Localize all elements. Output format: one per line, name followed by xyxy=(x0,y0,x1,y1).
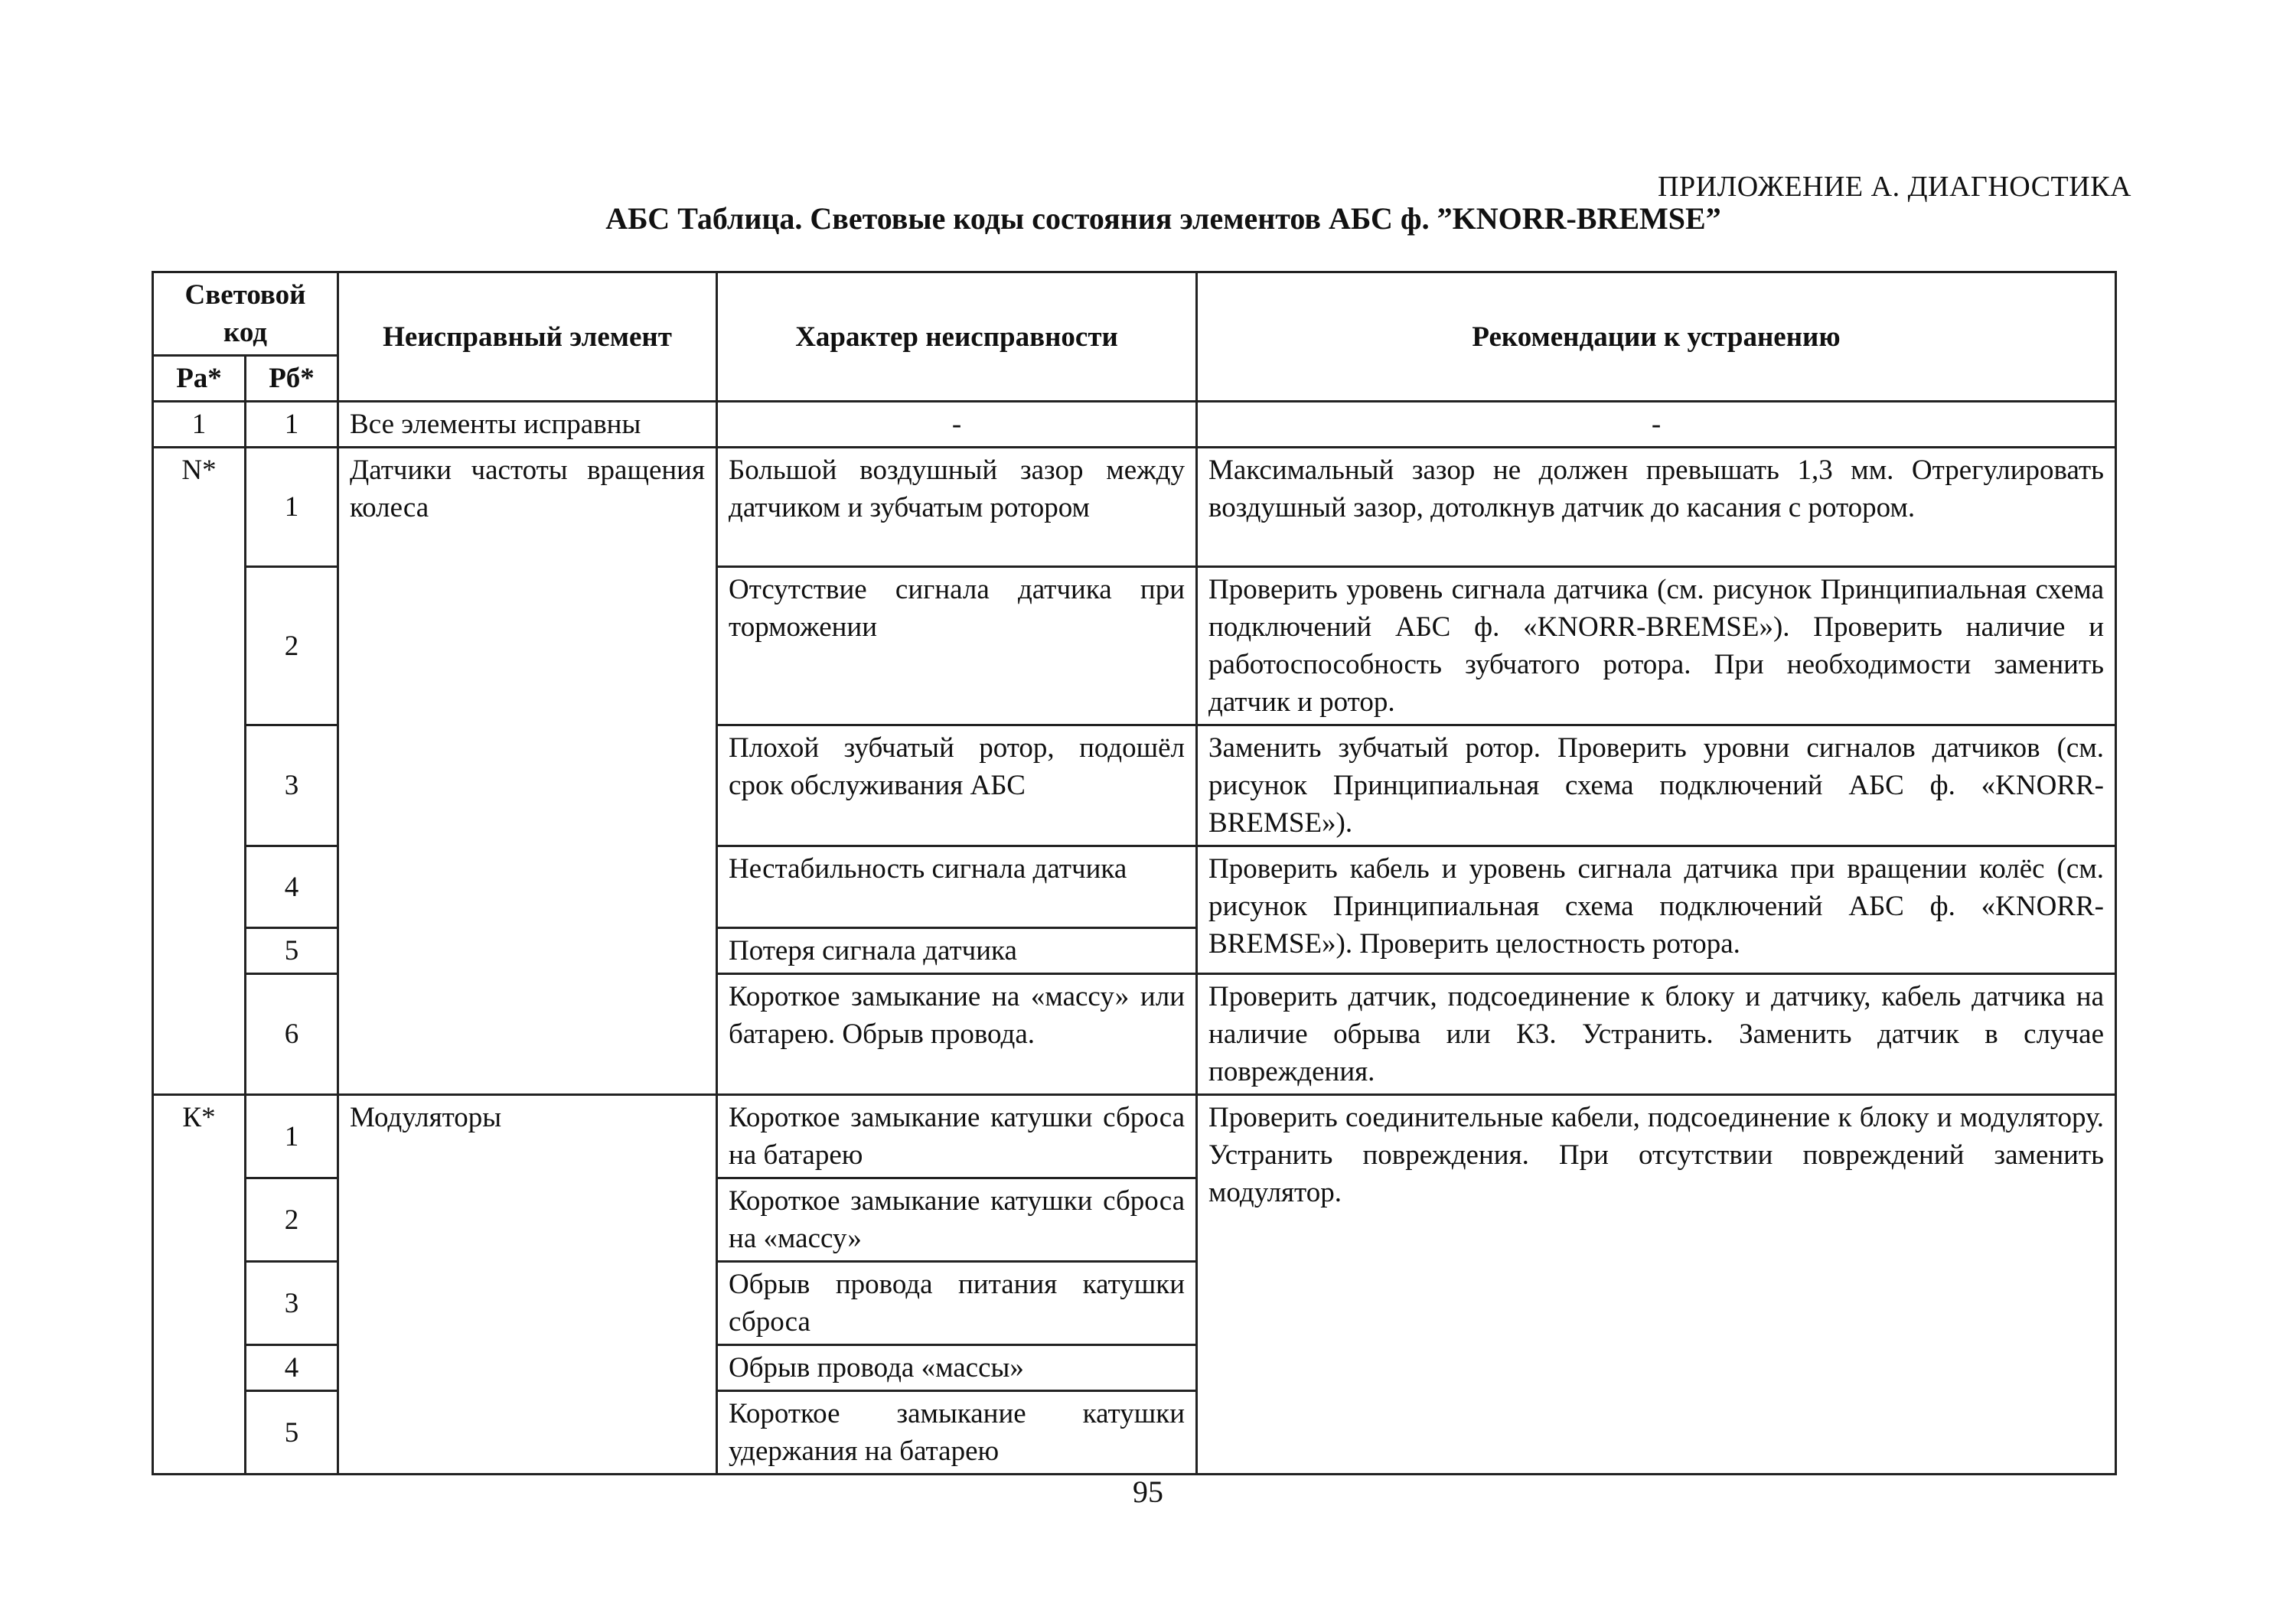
page-number: 95 xyxy=(1133,1475,1163,1509)
recommendation-cell: Проверить датчик, подсоединение к блоку и датчику, кабель датчика на наличие обрыва или КЗ. Устранить. Заменить датчик в случае повреждения. xyxy=(1197,974,2116,1095)
header-fault: Характер неисправности xyxy=(717,272,1197,402)
pb-cell: 1 xyxy=(246,448,338,567)
pb-cell: 6 xyxy=(246,974,338,1095)
recommendation-cell: Заменить зубчатый ротор. Проверить уровни сигналов датчиков (см. рисунок Принципиальная схема подключений АБС ф. «KNORR-BREMSE»). xyxy=(1197,725,2116,846)
table-title: АБС Таблица. Световые коды состояния элементов АБС ф. ”KNORR-BREMSE” xyxy=(605,201,1721,236)
element-cell: Все элементы исправны xyxy=(338,402,717,448)
element-cell-sensors: Датчики частоты вращения колеса xyxy=(338,448,717,1095)
pa-cell-modulators: К* xyxy=(153,1095,246,1475)
header-light-code: Световой код xyxy=(153,272,338,356)
pb-cell: 3 xyxy=(246,1262,338,1345)
pb-cell: 4 xyxy=(246,846,338,928)
pb-cell: 2 xyxy=(246,1178,338,1262)
recommendation-cell: Проверить кабель и уровень сигнала датчика при вращении колёс (см. рисунок Принципиальная схема подключений АБС ф. «KNORR-BREMSE»). Проверить целостность ротора. xyxy=(1197,846,2116,974)
fault-cell: Короткое замыкание катушки сброса на «массу» xyxy=(717,1178,1197,1262)
element-cell-modulators: Модуляторы xyxy=(338,1095,717,1475)
table-row xyxy=(153,1095,2116,1178)
recommendation-cell: Проверить соединительные кабели, подсоединение к блоку и модулятору. Устранить повреждения. При отсутствии повреждений заменить модулятор. xyxy=(1197,1095,2116,1475)
header-recommendation: Рекомендации к устранению xyxy=(1197,272,2116,402)
pa-cell: 1 xyxy=(153,402,246,448)
pb-cell: 5 xyxy=(246,1391,338,1475)
header-element: Неисправный элемент xyxy=(338,272,717,402)
fault-cell: Большой воздушный зазор между датчиком и зубчатым ротором xyxy=(717,448,1197,567)
recommendation-cell: - xyxy=(1197,402,2116,448)
pb-cell: 2 xyxy=(246,567,338,725)
table-row xyxy=(153,448,2116,567)
header-pb: Рб* xyxy=(246,356,338,402)
fault-cell: Короткое замыкание катушки сброса на батарею xyxy=(717,1095,1197,1178)
fault-cell: - xyxy=(717,402,1197,448)
pb-cell: 5 xyxy=(246,928,338,974)
fault-cell: Нестабильность сигнала датчика xyxy=(717,846,1197,928)
pb-cell: 4 xyxy=(246,1345,338,1391)
table-row xyxy=(153,402,2116,448)
pb-cell: 1 xyxy=(246,402,338,448)
pb-cell: 1 xyxy=(246,1095,338,1178)
fault-cell: Отсутствие сигнала датчика при торможении xyxy=(717,567,1197,725)
fault-cell: Потеря сигнала датчика xyxy=(717,928,1197,974)
pb-cell: 3 xyxy=(246,725,338,846)
fault-cell: Обрыв провода питания катушки сброса xyxy=(717,1262,1197,1345)
fault-cell: Обрыв провода «массы» xyxy=(717,1345,1197,1391)
recommendation-cell: Максимальный зазор не должен превышать 1,3 мм. Отрегулировать воздушный зазор, дотолкнув датчик до касания с ротором. xyxy=(1197,448,2116,567)
diagnostics-table xyxy=(152,271,2117,1475)
fault-cell: Короткое замыкание катушки удержания на батарею xyxy=(717,1391,1197,1475)
fault-cell: Плохой зубчатый ротор, подошёл срок обслуживания АБС xyxy=(717,725,1197,846)
pa-cell-sensors: N* xyxy=(153,448,246,1095)
recommendation-cell: Проверить уровень сигнала датчика (см. рисунок Принципиальная схема подключений АБС ф. «KNORR-BREMSE»). Проверить наличие и работоспособность зубчатого ротора. При необходимости заменить датчик и ротор. xyxy=(1197,567,2116,725)
appendix-heading: ПРИЛОЖЕНИЕ А. ДИАГНОСТИКА xyxy=(1658,171,2131,203)
fault-cell: Короткое замыкание на «массу» или батарею. Обрыв провода. xyxy=(717,974,1197,1095)
header-pa: Ра* xyxy=(153,356,246,402)
